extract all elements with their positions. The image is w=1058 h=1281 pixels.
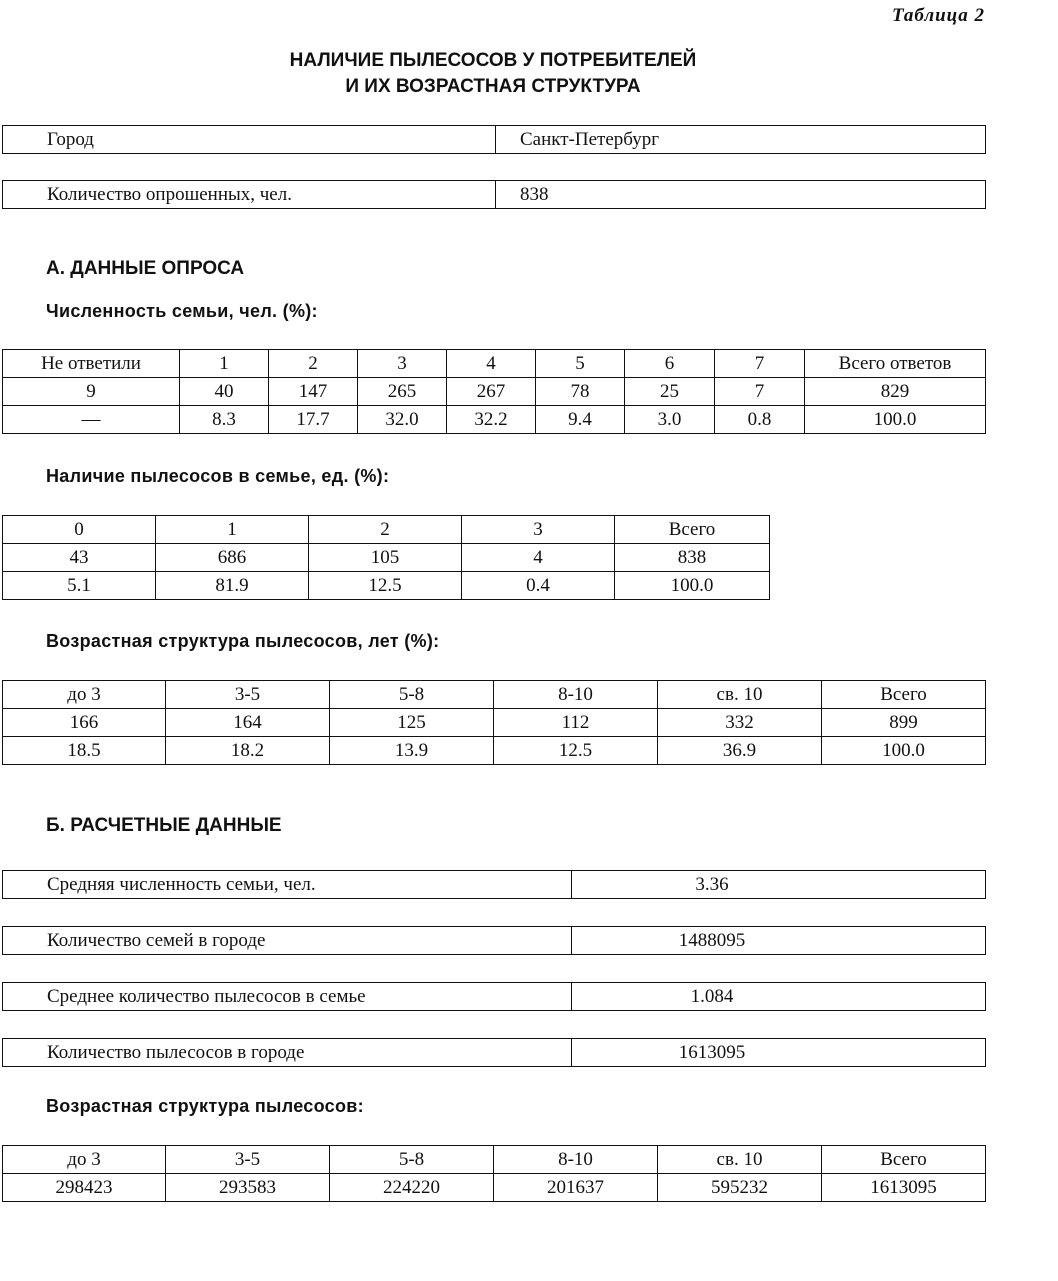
percent-cell: 5.1 — [3, 572, 156, 600]
percent-cell: 13.9 — [330, 737, 494, 765]
header-cell: 3-5 — [166, 681, 330, 709]
count-cell: 7 — [715, 378, 805, 406]
header-cell: 5-8 — [330, 1146, 494, 1174]
city-label: Город — [3, 126, 496, 154]
table-row — [3, 378, 986, 406]
vacuums-city-table — [2, 1038, 986, 1067]
table-row — [3, 871, 986, 899]
age-structure-heading: Возрастная структура пылесосов, лет (%): — [46, 631, 440, 651]
header-cell: 1 — [156, 516, 309, 544]
percent-cell: 12.5 — [309, 572, 462, 600]
header-cell: 3 — [358, 350, 447, 378]
vacuums-city-label: Количество пылесосов в городе — [3, 1039, 572, 1067]
age-structure-table — [2, 680, 986, 765]
header-cell: 2 — [269, 350, 358, 378]
avg-family-label: Средняя численность семьи, чел. — [3, 871, 572, 899]
count-cell: 899 — [822, 709, 986, 737]
count-cell: 125 — [330, 709, 494, 737]
count-cell: 147 — [269, 378, 358, 406]
count-cell: 112 — [494, 709, 658, 737]
count-cell: 332 — [658, 709, 822, 737]
surveyed-label: Количество опрошенных, чел. — [3, 181, 496, 209]
header-cell: 5-8 — [330, 681, 494, 709]
percent-cell: 18.2 — [166, 737, 330, 765]
percent-cell: 0.8 — [715, 406, 805, 434]
value-cell: 293583 — [166, 1174, 330, 1202]
percent-cell: 8.3 — [180, 406, 269, 434]
avg-family-value: 3.36 — [695, 874, 729, 895]
header-cell: Всего — [822, 681, 986, 709]
families-label: Количество семей в городе — [3, 927, 572, 955]
avg-vacuums-table — [2, 982, 986, 1011]
percent-cell: 81.9 — [156, 572, 309, 600]
header-cell: 6 — [625, 350, 715, 378]
percent-cell: 18.5 — [3, 737, 166, 765]
families-table — [2, 926, 986, 955]
table-row — [3, 350, 986, 378]
surveyed-table — [2, 180, 986, 209]
percent-cell: 36.9 — [658, 737, 822, 765]
table-row — [3, 1174, 986, 1202]
table-row — [3, 544, 770, 572]
percent-cell: — — [3, 406, 180, 434]
header-cell: 4 — [447, 350, 536, 378]
section-a-title: А. ДАННЫЕ ОПРОСА — [46, 258, 245, 279]
percent-cell: 32.0 — [358, 406, 447, 434]
header-cell: Всего — [822, 1146, 986, 1174]
section-b-title: Б. РАСЧЕТНЫЕ ДАННЫЕ — [46, 815, 282, 836]
table-row — [3, 1146, 986, 1174]
table-row — [3, 1039, 986, 1067]
value-cell: 595232 — [658, 1174, 822, 1202]
avg-family-table — [2, 870, 986, 899]
header-cell: до 3 — [3, 681, 166, 709]
city-table — [2, 125, 986, 154]
header-cell: Всего ответов — [805, 350, 986, 378]
percent-cell: 3.0 — [625, 406, 715, 434]
vacuums-city-value: 1613095 — [678, 1042, 746, 1063]
header-cell: 2 — [309, 516, 462, 544]
surveyed-value: 838 — [496, 181, 986, 209]
avg-vacuums-value: 1.084 — [690, 986, 734, 1007]
count-cell: 838 — [615, 544, 770, 572]
count-cell: 43 — [3, 544, 156, 572]
avg-vacuums-cell — [572, 983, 986, 1011]
percent-cell: 100.0 — [615, 572, 770, 600]
header-cell: 3 — [462, 516, 615, 544]
header-cell: 8-10 — [494, 1146, 658, 1174]
count-cell: 829 — [805, 378, 986, 406]
table-row — [3, 572, 770, 600]
header-cell: до 3 — [3, 1146, 166, 1174]
percent-cell: 12.5 — [494, 737, 658, 765]
avg-vacuums-label: Среднее количество пылесосов в семье — [3, 983, 572, 1011]
header-cell: 1 — [180, 350, 269, 378]
families-cell — [572, 927, 986, 955]
count-cell: 164 — [166, 709, 330, 737]
table-row — [3, 516, 770, 544]
families-value: 1488095 — [678, 930, 746, 951]
header-cell: 8-10 — [494, 681, 658, 709]
vacuums-city-cell — [572, 1039, 986, 1067]
family-size-table — [2, 349, 986, 434]
value-cell: 298423 — [3, 1174, 166, 1202]
percent-cell: 100.0 — [805, 406, 986, 434]
count-cell: 4 — [462, 544, 615, 572]
value-cell: 201637 — [494, 1174, 658, 1202]
page-title-line1: НАЛИЧИЕ ПЫЛЕСОСОВ У ПОТРЕБИТЕЛЕЙ — [289, 50, 697, 71]
percent-cell: 9.4 — [536, 406, 625, 434]
percent-cell: 17.7 — [269, 406, 358, 434]
count-cell: 25 — [625, 378, 715, 406]
header-cell: Не ответили — [3, 350, 180, 378]
count-cell: 105 — [309, 544, 462, 572]
age-structure-b-heading: Возрастная структура пылесосов: — [46, 1096, 364, 1116]
header-cell: 5 — [536, 350, 625, 378]
page-title-line2: И ИХ ВОЗРАСТНАЯ СТРУКТУРА — [345, 76, 641, 97]
count-cell: 9 — [3, 378, 180, 406]
city-value: Санкт-Петербург — [496, 126, 986, 154]
age-structure-b-table — [2, 1145, 986, 1202]
table-number-label: Таблица 2 — [891, 5, 985, 26]
percent-cell: 100.0 — [822, 737, 986, 765]
count-cell: 686 — [156, 544, 309, 572]
vacuum-count-heading: Наличие пылесосов в семье, ед. (%): — [46, 466, 390, 486]
value-cell: 1613095 — [822, 1174, 986, 1202]
header-cell: св. 10 — [658, 1146, 822, 1174]
header-cell: Всего — [615, 516, 770, 544]
count-cell: 78 — [536, 378, 625, 406]
table-row — [3, 181, 986, 209]
table-row — [3, 406, 986, 434]
header-cell: 0 — [3, 516, 156, 544]
count-cell: 267 — [447, 378, 536, 406]
header-cell: св. 10 — [658, 681, 822, 709]
count-cell: 265 — [358, 378, 447, 406]
count-cell: 40 — [180, 378, 269, 406]
table-row — [3, 927, 986, 955]
table-row — [3, 709, 986, 737]
table-row — [3, 126, 986, 154]
table-row — [3, 737, 986, 765]
count-cell: 166 — [3, 709, 166, 737]
table-row — [3, 681, 986, 709]
vacuum-count-table — [2, 515, 770, 600]
avg-family-cell — [572, 871, 986, 899]
value-cell: 224220 — [330, 1174, 494, 1202]
table-row — [3, 983, 986, 1011]
header-cell: 7 — [715, 350, 805, 378]
header-cell: 3-5 — [166, 1146, 330, 1174]
percent-cell: 0.4 — [462, 572, 615, 600]
family-size-heading: Численность семьи, чел. (%): — [46, 301, 318, 321]
percent-cell: 32.2 — [447, 406, 536, 434]
